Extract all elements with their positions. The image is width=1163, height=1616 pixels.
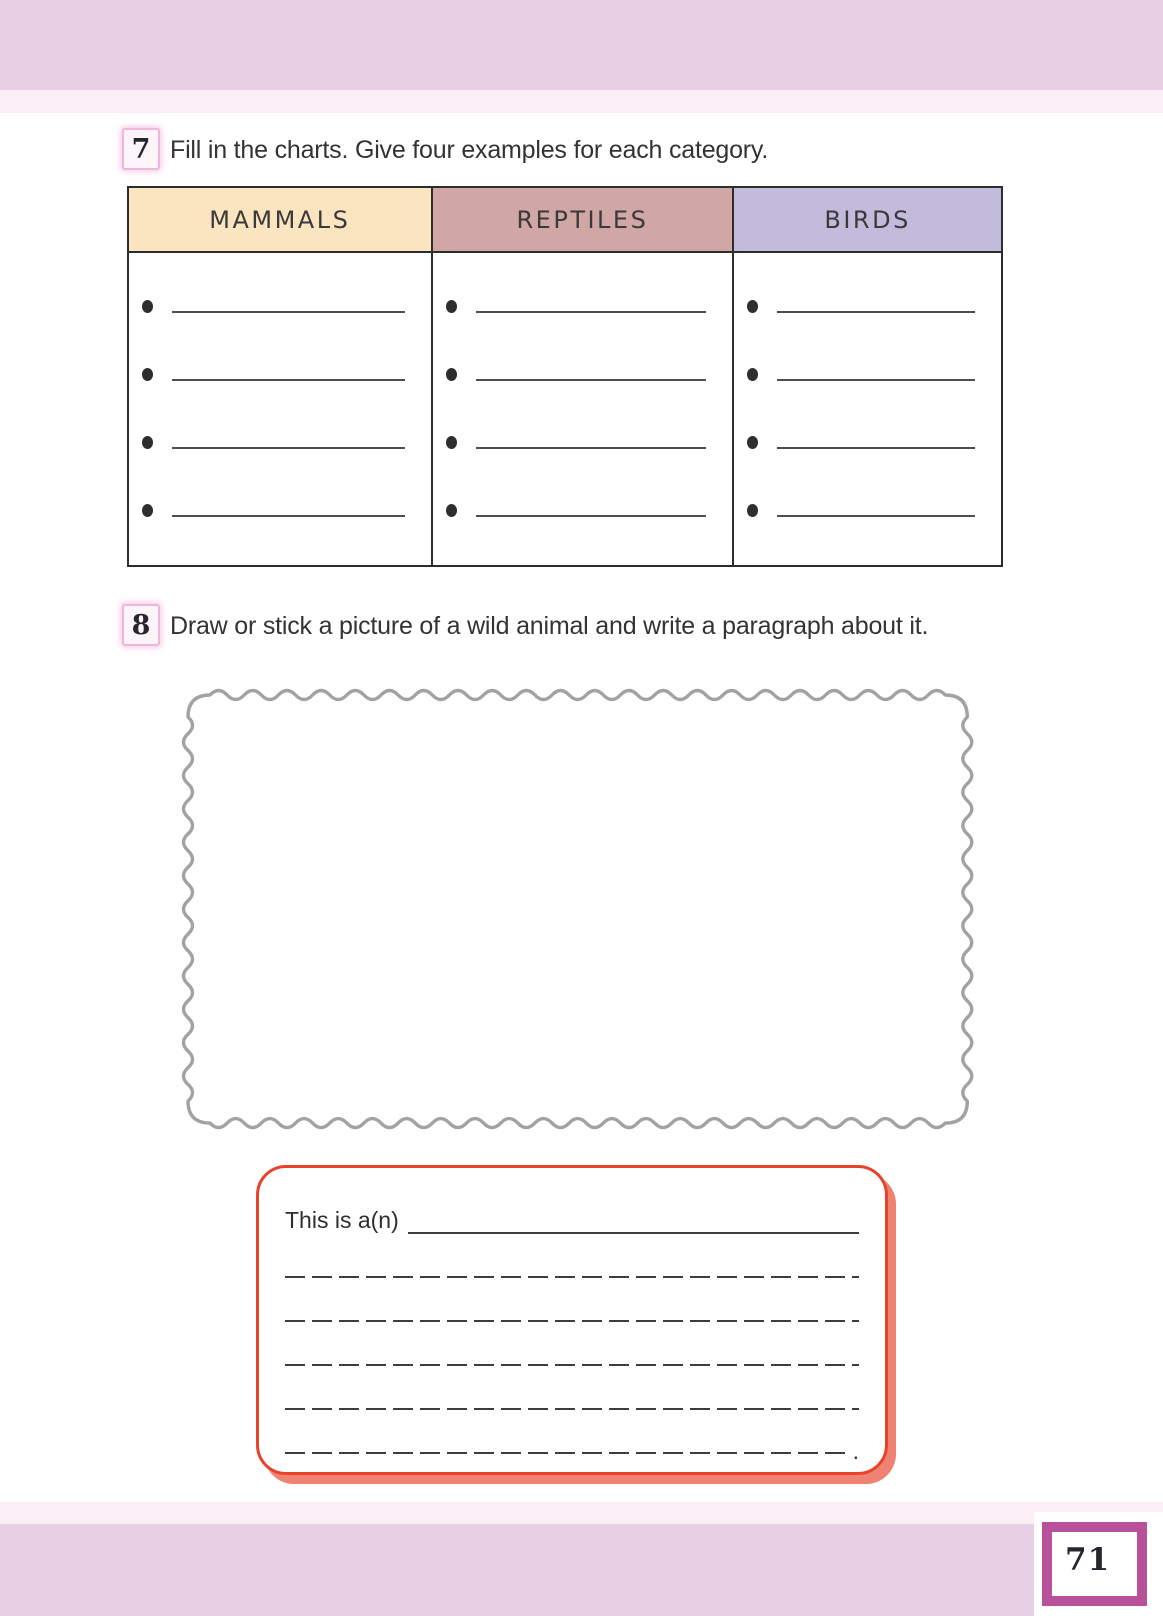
animal-categories-table	[127, 186, 1003, 567]
blank-line	[476, 515, 707, 517]
writing-line[interactable]	[285, 1320, 859, 1322]
column-header-reptiles: REPTILES	[431, 188, 735, 253]
blank-answer-line[interactable]	[129, 353, 431, 381]
bullet-icon	[446, 368, 457, 381]
writing-line[interactable]	[285, 1408, 859, 1410]
page-number: 71	[1065, 1542, 1111, 1578]
bullet-icon	[747, 504, 758, 517]
blank-answer-line[interactable]	[433, 285, 733, 313]
writing-line[interactable]	[285, 1276, 859, 1278]
bullet-icon	[747, 368, 758, 381]
exercise-7-instruction: Fill in the charts. Give four examples for each category.	[170, 136, 769, 164]
blank-line	[172, 311, 405, 313]
drawing-area[interactable]	[178, 685, 978, 1133]
blank-answer-line[interactable]	[734, 489, 1001, 517]
blank-line	[777, 447, 975, 449]
bottom-decorative-band	[0, 1524, 1163, 1616]
paragraph-writing-box	[256, 1165, 888, 1475]
blank-answer-line[interactable]	[433, 353, 733, 381]
blank-line	[172, 515, 405, 517]
final-punctuation: .	[852, 1438, 859, 1464]
prompt-label: This is a(n)	[285, 1207, 399, 1233]
blank-answer-line[interactable]	[129, 489, 431, 517]
top-decorative-band-light	[0, 90, 1163, 113]
column-body-reptiles	[431, 253, 735, 565]
dashed-blank-line	[285, 1364, 859, 1366]
blank-line	[172, 447, 405, 449]
bullet-icon	[446, 300, 457, 313]
exercise-7-number: 7	[131, 133, 151, 165]
blank-line	[777, 515, 975, 517]
prompt-row	[285, 1204, 859, 1234]
blank-line	[172, 379, 405, 381]
dashed-blank-line	[285, 1320, 859, 1322]
writing-line[interactable]	[285, 1438, 859, 1464]
bullet-icon	[446, 504, 457, 517]
blank-line	[476, 379, 707, 381]
bullet-icon	[142, 300, 153, 313]
exercise-8-instruction: Draw or stick a picture of a wild animal and write a paragraph about it.	[170, 612, 929, 640]
wavy-border-icon	[178, 685, 978, 1133]
top-decorative-band	[0, 0, 1163, 90]
column-header-birds: BIRDS	[734, 188, 1001, 253]
blank-answer-line[interactable]	[129, 285, 431, 313]
blank-answer-line[interactable]	[433, 421, 733, 449]
column-body-birds	[734, 253, 1001, 565]
exercise-7-number-badge	[122, 128, 160, 170]
blank-answer-line[interactable]	[734, 285, 1001, 313]
bullet-icon	[446, 436, 457, 449]
page-number-badge	[1042, 1522, 1147, 1606]
blank-line	[777, 379, 975, 381]
bullet-icon	[142, 436, 153, 449]
bullet-icon	[747, 300, 758, 313]
bullet-icon	[142, 368, 153, 381]
blank-line	[777, 311, 975, 313]
exercise-8-number-badge	[122, 604, 160, 646]
dashed-blank-line	[285, 1408, 859, 1410]
bottom-decorative-band-light	[0, 1502, 1163, 1524]
exercise-8-number: 8	[131, 609, 151, 641]
blank-answer-line[interactable]	[433, 489, 733, 517]
writing-line[interactable]	[285, 1364, 859, 1366]
blank-answer-line[interactable]	[129, 421, 431, 449]
prompt-blank-line[interactable]	[408, 1208, 859, 1234]
dashed-blank-line	[285, 1276, 859, 1278]
bullet-icon	[142, 504, 153, 517]
bullet-icon	[747, 436, 758, 449]
blank-answer-line[interactable]	[734, 353, 1001, 381]
column-body-mammals	[129, 253, 431, 565]
column-header-mammals: MAMMALS	[129, 188, 431, 253]
blank-line	[476, 447, 707, 449]
blank-answer-line[interactable]	[734, 421, 1001, 449]
dashed-blank-line	[285, 1452, 851, 1454]
blank-line	[476, 311, 707, 313]
